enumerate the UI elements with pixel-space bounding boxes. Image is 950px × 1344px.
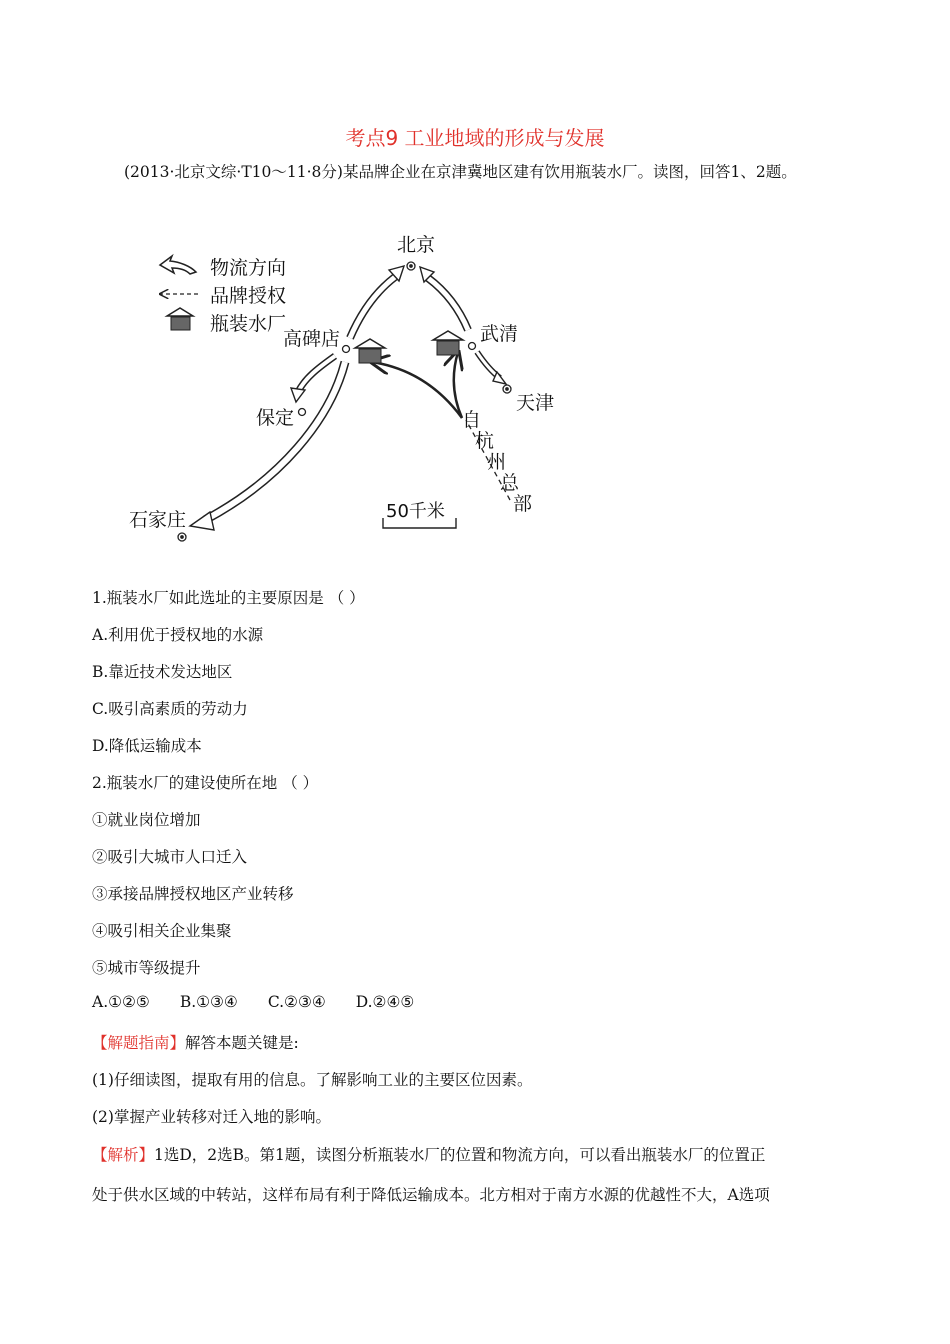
plant-legend-icon: [167, 308, 193, 316]
city-gaobeidian: 高碑店: [283, 328, 341, 350]
q2-item-2: ②吸引大城市人口迁入: [92, 848, 248, 866]
q2-choice-d: D.②④⑤: [355, 993, 415, 1011]
map-figure: [0, 0, 950, 570]
q2-item-4: ④吸引相关企业集聚: [92, 922, 232, 940]
hq-char-2: 杭: [475, 430, 495, 452]
baoding-marker-icon: [299, 409, 306, 416]
q2-choice-c: C.②③④: [267, 993, 326, 1011]
q2-choices: [92, 993, 414, 1011]
city-tianjin: 天津: [516, 392, 555, 414]
guide-point-1: (1)仔细读图，提取有用的信息。了解影响工业的主要区位因素。: [92, 1071, 533, 1089]
guide-heading: [92, 1031, 299, 1053]
city-beijing: 北京: [397, 234, 436, 256]
guide-point-2: (2)掌握产业转移对迁入地的影响。: [92, 1108, 331, 1126]
page-title: 考点9 工业地域的形成与发展: [345, 126, 605, 150]
q1-option-c: C.吸引高素质的劳动力: [92, 700, 248, 718]
q2-choice-a: A.①②⑤: [92, 993, 150, 1011]
city-baoding: 保定: [256, 407, 295, 429]
q2-choice-b: B.①③④: [179, 993, 238, 1011]
guide-text: 解答本题关键是:: [185, 1034, 299, 1052]
hq-char-1: 自: [462, 409, 482, 431]
q2-item-3: ③承接品牌授权地区产业转移: [92, 885, 294, 903]
analysis-label: 【解析】: [92, 1146, 155, 1164]
analysis-line-2: 处于供水区域的中转站，这样布局有利于降低运输成本。北方相对于南方水源的优越性不大，A选项: [92, 1186, 770, 1204]
legend-plant-label: 瓶装水厂: [210, 313, 287, 335]
question-intro: (2013·北京文综·T10～11·8分)某品牌企业在京津冀地区建有饮用瓶装水厂。读图，回答1、2题。: [124, 163, 797, 181]
gaobeidian-marker-icon: [343, 346, 350, 353]
legend: [160, 256, 286, 335]
legend-flow-label: 物流方向: [210, 257, 287, 279]
legend-brand-label: 品牌授权: [210, 285, 287, 307]
plant-gaobeidian-icon: [355, 339, 385, 363]
q1-option-b: B.靠近技术发达地区: [92, 663, 233, 681]
question-2-stem: 2.瓶装水厂的建设使所在地 （ ）: [92, 774, 319, 792]
q2-item-5: ⑤城市等级提升: [92, 959, 201, 977]
city-wuqing: 武清: [480, 323, 519, 345]
guide-label: 【解题指南】: [92, 1034, 186, 1052]
flow-arrow-legend-icon: [160, 256, 196, 274]
q1-option-d: D.降低运输成本: [92, 737, 202, 755]
hq-char-5: 部: [513, 493, 533, 515]
wuqing-marker-icon: [469, 343, 476, 350]
city-shijiazhuang: 石家庄: [129, 509, 187, 531]
q1-option-a: A.利用优于授权地的水源: [92, 626, 264, 644]
hq-char-3: 州: [487, 451, 507, 473]
plant-wuqing-icon: [433, 331, 463, 355]
question-1-stem: 1.瓶装水厂如此选址的主要原因是 （ ）: [92, 589, 365, 607]
hq-char-4: 总: [500, 472, 520, 494]
scale-label: 50千米: [386, 501, 445, 522]
q2-item-1: ①就业岗位增加: [92, 811, 201, 829]
analysis-line-1: [92, 1143, 765, 1165]
analysis-text-1: 1选D，2选B。第1题，读图分析瓶装水厂的位置和物流方向，可以看出瓶装水厂的位置正: [154, 1146, 766, 1164]
